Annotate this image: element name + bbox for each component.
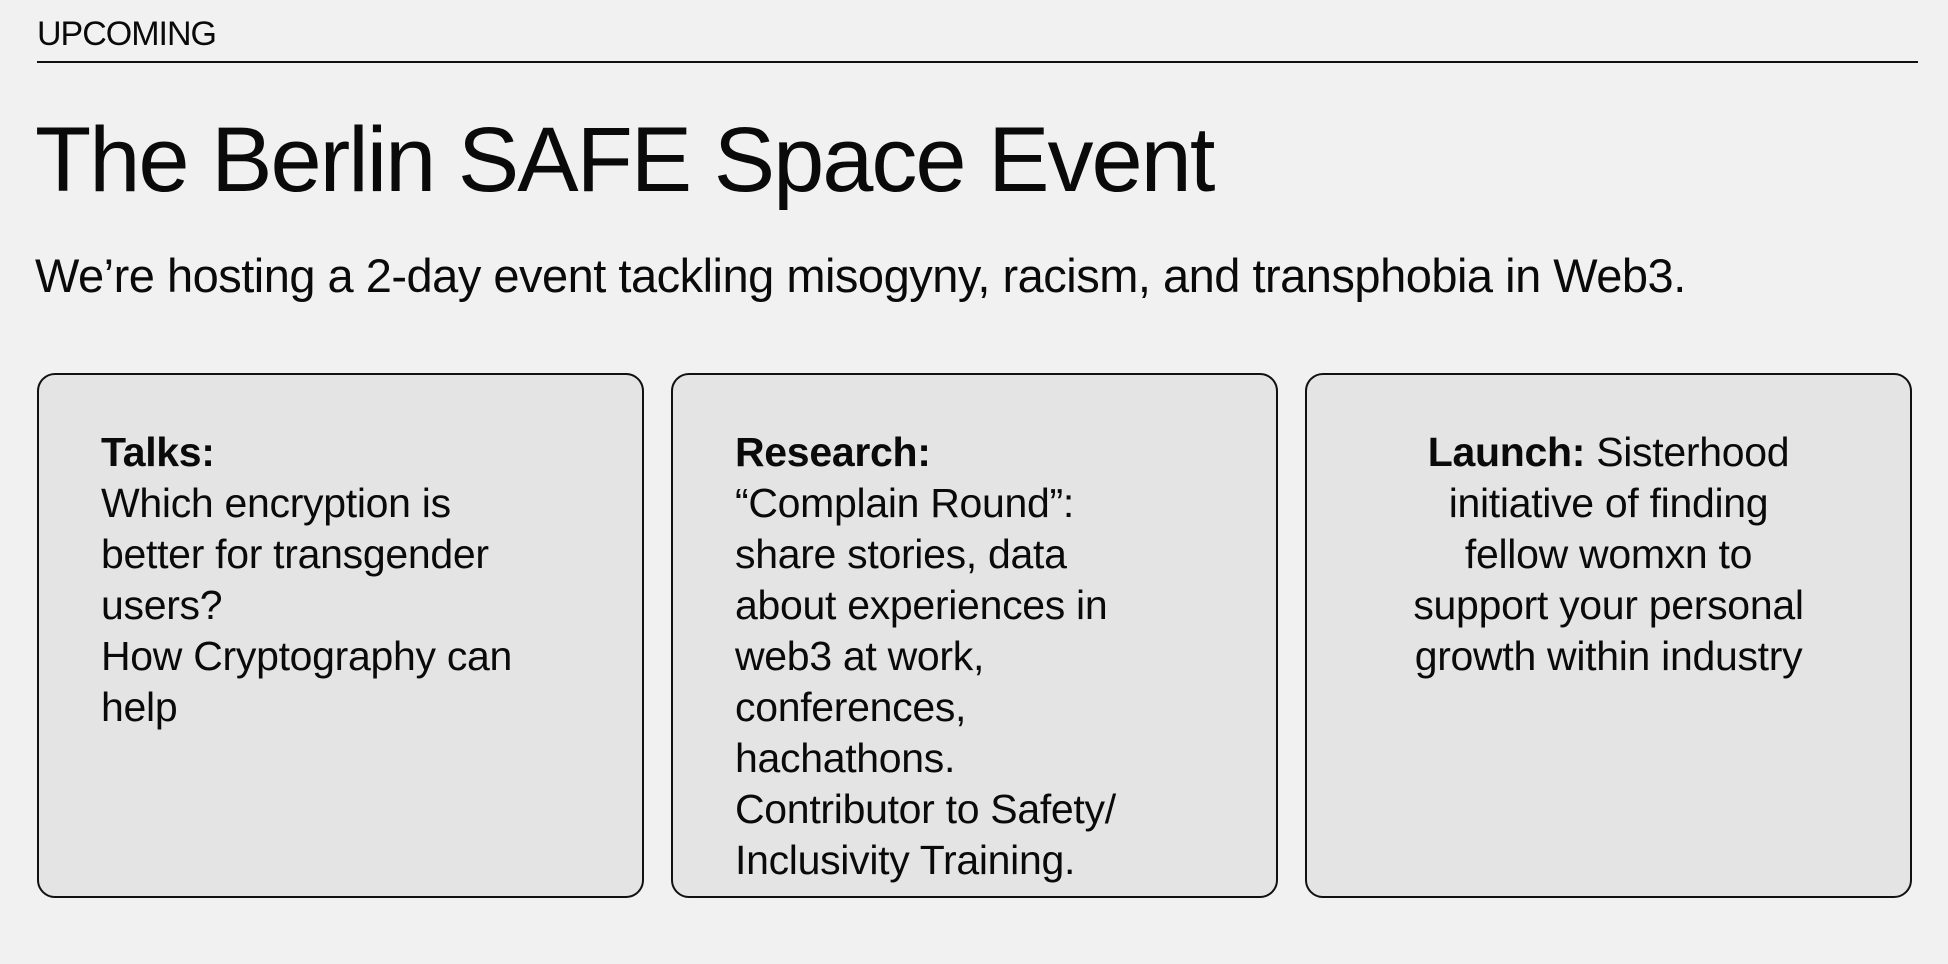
card-text-line: “Complain Round”: <box>735 480 1074 526</box>
card-text-line: Contributor to Safety/ <box>735 786 1116 832</box>
card-heading: Talks: <box>101 429 215 475</box>
feature-cards <box>37 373 1918 902</box>
card-text-line: growth within industry <box>1414 633 1803 679</box>
page-title: The Berlin SAFE Space Event <box>35 109 1214 211</box>
card-text-line: Which encryption is <box>101 480 451 526</box>
card-text-line: hachathons. <box>735 735 956 781</box>
card-text-line: users? <box>101 582 223 628</box>
divider <box>37 61 1918 63</box>
card-text-line: initiative of finding <box>1448 480 1769 526</box>
card-text-line: help <box>101 684 178 730</box>
card-text-inline: Sisterhood <box>1596 429 1790 475</box>
card-first-line <box>1377 427 1840 478</box>
card-text-line: support your personal <box>1413 582 1804 628</box>
card-text-line: web3 at work, <box>735 633 985 679</box>
card-text-line: How Cryptography can <box>101 633 513 679</box>
card-text-line: fellow womxn to <box>1464 531 1753 577</box>
research-card <box>671 373 1278 898</box>
section-label: UPCOMING <box>37 15 216 53</box>
card-heading: Launch: <box>1427 429 1586 475</box>
card-text-line: share stories, data <box>735 531 1067 577</box>
launch-card <box>1305 373 1912 898</box>
card-text-line: conferences, <box>735 684 967 730</box>
card-text-line: better for transgender <box>101 531 489 577</box>
page-subtitle: We’re hosting a 2-day event tackling misogyny, racism, and transphobia in Web3. <box>35 249 1686 302</box>
card-heading: Research: <box>735 429 931 475</box>
card-text-line: Inclusivity Training. <box>735 837 1076 883</box>
card-text-line: about experiences in <box>735 582 1108 628</box>
talks-card <box>37 373 644 898</box>
